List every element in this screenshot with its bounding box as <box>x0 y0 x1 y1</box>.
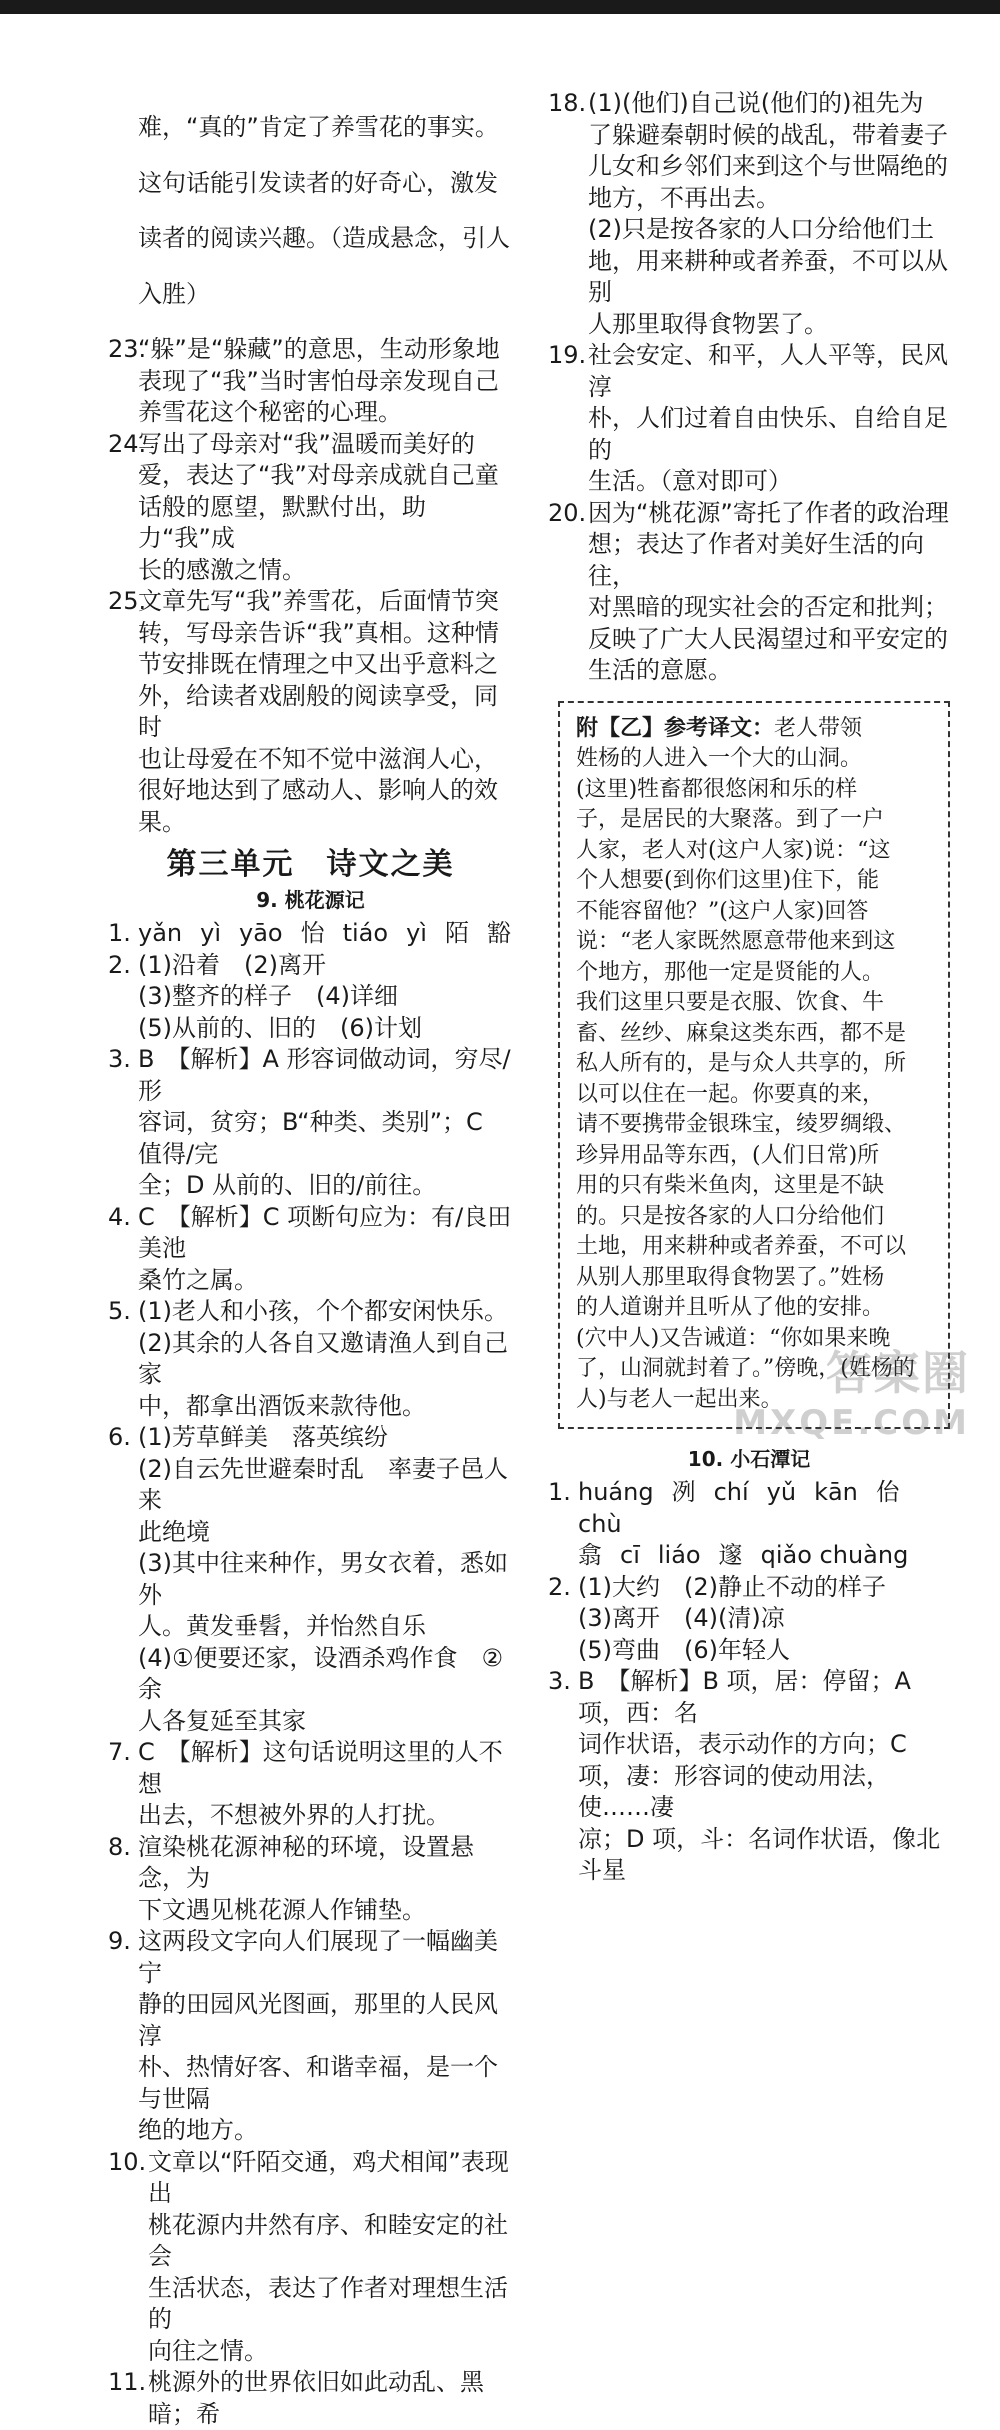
answer-line: 话般的愿望，默默付出，助力“我”成 <box>138 492 426 552</box>
answer-line: 下文遇见桃花源人作铺垫。 <box>138 1895 426 1924</box>
lesson-title: 9. 桃花源记 <box>256 888 365 912</box>
answer-line: 果。 <box>138 807 186 836</box>
note-line: 子，是居民的大聚落。到了一户 <box>576 807 885 832</box>
note-line: 土地，用来耕种或者养蚕，不可以 <box>576 1234 907 1259</box>
answer-2 <box>108 950 513 1045</box>
pinyin-item: yǔ <box>766 1478 797 1506</box>
note-line: 姓杨的人进入一个大的山洞。 <box>576 746 863 771</box>
lesson-title: 10. 小石潭记 <box>687 1447 811 1471</box>
note-line: 请不要携带金银珠宝，绫罗绸缎、 <box>576 1112 907 1137</box>
note-line: 畜、丝纱、麻枲这类东西，都不是 <box>576 1020 907 1046</box>
note-line: (穴中人)又告诫道：“你如果来晚 <box>576 1325 891 1351</box>
answer-line: (2)其余的人各自又邀请渔人到自己家 <box>138 1328 508 1388</box>
pinyin-item: cī <box>620 1541 640 1569</box>
pinyin-item: 翕 <box>578 1541 602 1569</box>
pinyin-item: liáo <box>657 1541 701 1569</box>
answer-line: 渲染桃花源神秘的环境，设置悬念，为 <box>138 1832 474 1892</box>
note-line: 人家，老人对(这户人家)说：“这 <box>576 837 891 863</box>
pinyin-row <box>578 1540 950 1572</box>
note-line: 个地方，那他一定是贤能的人。 <box>576 959 885 985</box>
answer-line: 养雪花这个秘密的心理。 <box>138 398 402 426</box>
answer-number: 4. <box>108 1202 131 1231</box>
answer-line: 地，用来耕种或者养蚕，不可以从别 <box>588 246 948 306</box>
note-line: 私人所有的，是与众人共享的，所 <box>576 1051 907 1076</box>
answer-line: 读者的阅读兴趣。（造成悬念，引人 <box>138 224 510 252</box>
answer-line: 文章先写“我”养雪花，后面情节突 <box>138 587 499 615</box>
note-text: 老人带领 <box>774 715 863 741</box>
watermark-url: MXQE.COM <box>733 1403 970 1443</box>
note-line: 用的只有柴米鱼肉，这里是不缺 <box>576 1173 885 1198</box>
answer-line: 人。黄发垂髫，并怡然自乐 <box>138 1612 426 1640</box>
answer-line: 绝的地方。 <box>138 2116 258 2144</box>
pinyin-row <box>578 1509 950 1541</box>
note-line: 的。只是按各家的人口分给他们 <box>576 1203 885 1229</box>
answer-line: 也让母爱在不知不觉中滋润人心， <box>138 744 498 773</box>
answer-number: 18. <box>548 89 587 117</box>
note-line: 珍异用品等东西，(人们日常)所 <box>576 1142 880 1168</box>
answer-line: 表现了“我”当时害怕母亲发现自己 <box>138 366 499 395</box>
answer-number: 23. <box>108 335 147 363</box>
answer-19 <box>548 340 950 498</box>
answer-18 <box>548 88 950 340</box>
note-line: 以可以住在一起。你要真的来， <box>576 1081 885 1107</box>
answer-number: 8. <box>108 1832 131 1861</box>
pinyin-item: 陌 <box>444 919 469 947</box>
answer-line: 容词，贫穷；B“种类、类别”；C 值得/完 <box>138 1108 483 1168</box>
answer-1-pinyin <box>108 918 513 950</box>
answer-2 <box>548 1572 950 1667</box>
note-line: 个人想要(到你们这里)住下，能 <box>576 868 880 893</box>
answer-line: 难，“真的”肯定了养雪花的事实。 <box>138 113 499 141</box>
answer-line: 项，凄：形容词的使动用法，使……凄 <box>578 1761 890 1821</box>
answer-number: 3. <box>548 1667 571 1695</box>
note-line: 人)与老人一起出来。 <box>576 1386 783 1412</box>
pinyin-row <box>578 1477 950 1509</box>
answer-number: 19. <box>548 341 587 369</box>
answer-line: (1)沿着 (2)离开 <box>138 950 326 979</box>
answer-line: 外，给读者戏剧般的阅读享受，同时 <box>138 681 498 741</box>
answer-line: 爱，表达了“我”对母亲成就自己童 <box>138 461 499 489</box>
pinyin-item: qiǎo chuàng <box>760 1541 909 1569</box>
answer-line: 反映了广大人民渴望过和平安定的 <box>588 624 948 653</box>
pinyin-row <box>138 918 513 950</box>
answer-line: 了躲避秦朝时候的战乱，带着妻子 <box>588 120 948 149</box>
pinyin-item: yì <box>200 919 221 947</box>
answer-1-pinyin <box>548 1477 950 1572</box>
answer-line: 朴、热情好客、和谐幸福，是一个与世隔 <box>138 2053 498 2113</box>
answer-line: B 【解析】B 项，居：停留；A 项，西：名 <box>578 1667 911 1727</box>
pinyin-item: 邃 <box>718 1541 743 1569</box>
pinyin-item: chí <box>713 1478 749 1506</box>
answer-number: 7. <box>108 1738 131 1766</box>
answer-line: 这两段文字向人们展现了一幅幽美宁 <box>138 1927 498 1987</box>
continued-answer-22 <box>108 112 513 310</box>
answer-line: 朴，人们过着自由快乐、自给自足的 <box>588 404 948 464</box>
note-line: 了，山洞就封着了。”傍晚，(姓杨的 <box>576 1356 915 1381</box>
answer-line: 生活。（意对即可） <box>588 467 792 495</box>
pinyin-item: kān <box>814 1478 858 1506</box>
answer-6 <box>108 1422 513 1737</box>
answer-line: (5)从前的、旧的 (6)计划 <box>138 1013 422 1042</box>
answer-line: 生活状态，表达了作者对理想生活的 <box>148 2273 508 2333</box>
answer-line: (3)其中往来种作，男女衣着，悉如外 <box>138 1549 508 1609</box>
answer-line: 桑竹之属。 <box>138 1265 258 1294</box>
answer-number: 20. <box>548 498 587 527</box>
answer-line: 出去，不想被外界的人打扰。 <box>138 1801 450 1829</box>
answer-line: (4)①便要还家，设酒杀鸡作食 ②余 <box>138 1643 504 1703</box>
answer-line: 此绝境 <box>138 1517 210 1546</box>
answer-line: 词作状语，表示动作的方向；C <box>578 1730 907 1758</box>
pinyin-item: 冽 <box>671 1478 696 1506</box>
right-column <box>548 88 950 1887</box>
answer-line: 地方，不再出去。 <box>588 183 780 212</box>
answer-line: 节安排既在情理之中又出乎意料之 <box>138 650 498 678</box>
answer-line: (1)芳草鲜美 落英缤纷 <box>138 1423 388 1451</box>
answer-number: 1. <box>108 919 131 947</box>
answer-line: 想；表达了作者对美好生活的向往， <box>588 530 924 590</box>
answer-line: 入胜） <box>138 279 210 308</box>
note-lead: 附【乙】参考译文： <box>576 714 775 741</box>
translation-note-box <box>558 701 950 1430</box>
pinyin-item: 豁 <box>486 919 511 947</box>
pinyin-item: yì <box>406 919 427 947</box>
answer-number: 2. <box>108 950 131 979</box>
site-watermark <box>733 1337 970 1443</box>
note-line: (这里)牲畜都很悠闲和乐的样 <box>576 776 858 802</box>
note-line <box>576 713 934 745</box>
answer-7 <box>108 1737 513 1832</box>
answer-line: (3)离开 (4)(清)凉 <box>578 1604 785 1632</box>
pinyin-item: yāo <box>239 919 283 947</box>
answer-11 <box>108 2367 513 2430</box>
answer-line: (2)自云先世避秦时乱 率妻子邑人来 <box>138 1454 508 1514</box>
answer-3 <box>548 1666 950 1887</box>
answer-line: “躲”是“躲藏”的意思，生动形象地 <box>138 335 500 363</box>
pinyin-item: tiáo <box>342 919 389 947</box>
answer-line: 凉；D 项，斗：名词作状语，像北斗星 <box>578 1824 941 1884</box>
answer-line: 生活的意愿。 <box>588 656 732 684</box>
answer-line: 静的田园风光图画，那里的人民风淳 <box>138 1990 498 2050</box>
answer-line: 转，写母亲告诉“我”真相。这种情 <box>138 618 499 647</box>
answer-line: 全；D 从前的、旧的/前往。 <box>138 1171 437 1199</box>
answer-20 <box>548 498 950 687</box>
answer-number: 9. <box>108 1927 131 1955</box>
answer-line: (1)大约 (2)静止不动的样子 <box>578 1572 886 1601</box>
answer-24 <box>108 429 513 587</box>
answer-3 <box>108 1044 513 1202</box>
pinyin-item: chù <box>578 1509 622 1538</box>
answer-line: 很好地达到了感动人、影响人的效 <box>138 776 498 804</box>
answer-number: 3. <box>108 1045 131 1073</box>
answer-number: 5. <box>108 1297 131 1325</box>
note-line: 说：“老人家既然愿意带他来到这 <box>576 929 896 954</box>
answer-line: 儿女和乡邻们来到这个与世隔绝的 <box>588 152 948 180</box>
answer-line: 人各复延至其家 <box>138 1706 306 1735</box>
answer-4 <box>108 1202 513 1297</box>
answer-number: 2. <box>548 1572 571 1601</box>
answer-line: 对黑暗的现实社会的否定和批判； <box>588 593 948 621</box>
answer-line: 长的感激之情。 <box>138 555 306 584</box>
watermark-logo-text: 答案圈 <box>826 1346 970 1400</box>
answer-8 <box>108 1832 513 1927</box>
answer-number: 11. <box>108 2368 147 2396</box>
pinyin-item: huáng <box>578 1478 654 1506</box>
answer-line: C 【解析】这句话说明这里的人不想 <box>138 1738 503 1798</box>
answer-number: 6. <box>108 1423 131 1451</box>
answer-line: 中，都拿出酒饭来款待他。 <box>138 1391 426 1420</box>
answer-line: (2)只是按各家的人口分给他们土 <box>588 215 934 243</box>
answer-line: 写出了母亲对“我”温暖而美好的 <box>138 429 475 458</box>
answer-line: (3)整齐的样子 (4)详细 <box>138 982 398 1010</box>
note-line: 从别人那里取得食物罢了。”姓杨 <box>576 1264 885 1290</box>
note-line: 我们这里只要是衣服、饮食、牛 <box>576 990 885 1015</box>
answer-number: 25. <box>108 587 147 615</box>
pinyin-item: 怡 <box>300 919 325 947</box>
answer-9 <box>108 1926 513 2147</box>
unit-heading: 第三单元 诗文之美 <box>166 847 455 882</box>
left-column <box>108 88 513 2430</box>
answer-line: 社会安定、和平，人人平等，民风淳 <box>588 341 948 401</box>
answer-number: 1. <box>548 1478 571 1506</box>
answer-line: 人那里取得食物罢了。 <box>588 309 828 338</box>
answer-line: 因为“桃花源”寄托了作者的政治理 <box>588 498 949 527</box>
answer-line: 桃源外的世界依旧如此动乱、黑暗；希 <box>148 2368 484 2428</box>
answer-line: B 【解析】A 形容词做动词，穷尽/形 <box>138 1045 511 1105</box>
answer-line: (1)(他们)自己说(他们的)祖先为 <box>588 89 924 117</box>
pinyin-item: 佁 <box>875 1478 900 1506</box>
pinyin-item: yǎn <box>138 919 183 947</box>
answer-line: (1)老人和小孩，个个都安闲快乐。 <box>138 1297 508 1325</box>
answer-line: 文章以“阡陌交通，鸡犬相闻”表现出 <box>148 2147 509 2207</box>
answer-23 <box>108 334 513 429</box>
answer-number: 10. <box>108 2147 147 2176</box>
note-line: 不能容留他？”(这户人家)回答 <box>576 898 869 924</box>
answer-line: 桃花源内井然有序、和睦安定的社会 <box>148 2210 508 2270</box>
top-border-bar <box>0 0 1000 14</box>
answer-line: 这句话能引发读者的好奇心，激发 <box>138 168 498 197</box>
answer-line: C 【解析】C 项断句应为：有/良田美池 <box>138 1202 512 1262</box>
answer-25 <box>108 586 513 838</box>
answer-number: 24. <box>108 429 147 458</box>
answer-10 <box>108 2147 513 2368</box>
answer-line: (5)弯曲 (6)年轻人 <box>578 1635 790 1664</box>
answer-5 <box>108 1296 513 1422</box>
note-line: 的人道谢并且听从了他的安排。 <box>576 1295 885 1320</box>
answer-line: 向往之情。 <box>148 2336 268 2365</box>
